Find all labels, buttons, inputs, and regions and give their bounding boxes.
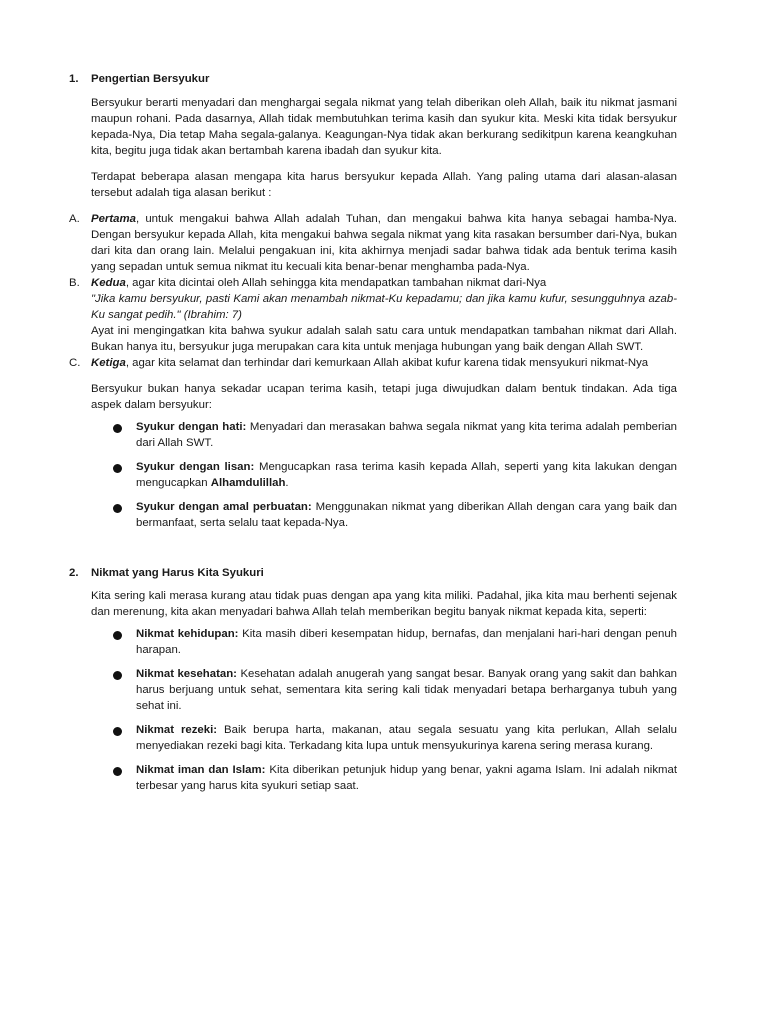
list-item	[91, 666, 677, 714]
item-term: Nikmat iman dan Islam:	[136, 764, 266, 776]
item-term: Nikmat rezeki:	[136, 724, 218, 736]
item-term: Syukur dengan lisan:	[136, 461, 255, 473]
paragraph: Bersyukur bukan hanya sekadar ucapan terima kasih, tetapi juga diwujudkan dalam bentuk tindakan. Ada tiga aspek dalam bersyukur:	[91, 383, 677, 411]
reason-explanation: Ayat ini mengingatkan kita bahwa syukur adalah salah satu cara untuk mendapatkan tambahan nikmat dari Allah. Bukan hanya itu, bersyukur juga merupakan cara kita untuk menjaga hubungan yang baik dengan Allah SWT.	[91, 325, 677, 353]
reason-item	[69, 355, 677, 371]
list-label: A.	[69, 213, 80, 225]
reason-body: , agar kita dicintai oleh Allah sehingga kita mendapatkan tambahan nikmat dari-Nya	[125, 277, 547, 289]
reason-text	[91, 355, 677, 371]
item-text: Kesehatan adalah anugerah yang sangat besar. Banyak orang yang sakit dan bahkan harus berjuang untuk sehat, sementara kita sering kali tidak menyadari betapa berharganya tubuh yang sehat ini.	[136, 668, 677, 712]
list-item	[91, 762, 677, 794]
list-item	[91, 459, 677, 491]
list-item	[91, 499, 677, 531]
section-1-number: 1.	[69, 73, 79, 85]
reason-item	[69, 275, 677, 355]
list-label: C.	[69, 357, 81, 369]
bullet-icon	[113, 671, 122, 680]
bullet-icon	[113, 727, 122, 736]
reason-item	[69, 211, 677, 275]
reason-term: Kedua	[91, 277, 126, 289]
reason-body: , agar kita selamat dan terhindar dari kemurkaan Allah akibat kufur karena tidak mensyukuri nikmat-Nya	[125, 357, 649, 369]
paragraph: Kita sering kali merasa kurang atau tidak puas dengan apa yang kita miliki. Padahal, jika kita mau berhenti sejenak dan merenung, kita akan menyadari bahwa Allah telah memberikan begitu banyak nikmat kepada kita, seperti:	[91, 590, 677, 618]
item-end: .	[285, 477, 289, 489]
item-text: Kita diberikan petunjuk hidup yang benar, yakni agama Islam. Ini adalah nikmat terbesar yang harus kita syukuri setiap saat.	[136, 764, 678, 792]
item-text: Menggunakan nikmat yang diberikan Allah dengan cara yang baik dan bermanfaat, serta selalu taat kepada-Nya.	[136, 501, 677, 529]
section-1-body	[69, 95, 677, 539]
list-item	[91, 722, 677, 754]
bullet-icon	[113, 631, 122, 640]
section-2-number: 2.	[69, 567, 79, 579]
item-emphasis: Alhamdulillah	[210, 477, 286, 489]
list-item	[91, 626, 677, 658]
section-1-heading	[69, 71, 209, 87]
paragraph: Bersyukur berarti menyadari dan menghargai segala nikmat yang telah diberikan oleh Allah, baik itu nikmat jasmani maupun rohani. Pada dasarnya, Allah tidak membutuhkan terima kasih dan syukur kita. Meski kita tidak bersyukur kepada-Nya, Dia tetap Maha segala-galanya. Keagungan-Nya tidak akan berkurang sedikitpun karena keangkuhan kita, begitu juga tidak akan bertambah karena ibadah dan syukur kita.	[91, 97, 677, 157]
aspects-list	[91, 419, 677, 531]
item-text: Menyadari dan merasakan bahwa segala nikmat yang kita terima adalah pemberian dari Allah SWT.	[136, 421, 677, 449]
reason-body: , untuk mengakui bahwa Allah adalah Tuhan, dan mengakui bahwa kita hanya sebagai hamba-Nya. Dengan bersyukur kepada Allah, kita mengakui bahwa segala nikmat yang kita rasakan bersumber dari-Nya, bukan dari kita dan orang lain. Melalui pengakuan ini, kita akhirnya menjadi sadar bahwa tidak ada bentuk terima kasih yang sepadan untuk semua nikmat itu kecuali kita benar-benar menghamba pada-Nya.	[91, 213, 677, 273]
reasons-list	[69, 211, 677, 371]
bullet-icon	[113, 464, 122, 473]
item-term: Nikmat kesehatan:	[136, 668, 237, 680]
bullet-icon	[113, 767, 122, 776]
reason-text	[91, 275, 677, 291]
quran-quote: "Jika kamu bersyukur, pasti Kami akan menambah nikmat-Ku kepadamu; dan jika kamu kufur, sesungguhnya azab-Ku sangat pedih." (Ibrahim: 7)	[91, 293, 677, 321]
blessings-list	[91, 626, 677, 794]
section-2-title: Nikmat yang Harus Kita Syukuri	[91, 567, 264, 579]
list-label: B.	[69, 277, 80, 289]
item-text: Mengucapkan rasa terima kasih kepada Allah, seperti yang kita lakukan dengan mengucapkan	[136, 461, 677, 489]
item-term: Syukur dengan hati:	[136, 421, 247, 433]
item-text: Baik berupa harta, makanan, atau segala sesuatu yang kita perlukan, Allah selalu menyediakan rezeki bagi kita. Terkadang kita lupa untuk mensyukurinya karena sering merasa kurang.	[136, 724, 677, 752]
section-1-title: Pengertian Bersyukur	[91, 73, 210, 85]
item-text: Kita masih diberi kesempatan hidup, bernafas, dan menjalani hari-hari dengan penuh harapan.	[136, 628, 677, 656]
reason-term: Ketiga	[91, 357, 126, 369]
section-2-body	[91, 588, 677, 802]
list-item	[91, 419, 677, 451]
reason-text	[91, 211, 677, 275]
section-2-heading	[69, 565, 264, 581]
bullet-icon	[113, 504, 122, 513]
item-term: Syukur dengan amal perbuatan:	[136, 501, 312, 513]
item-term: Nikmat kehidupan:	[136, 628, 239, 640]
bullet-icon	[113, 424, 122, 433]
reason-term: Pertama	[91, 213, 136, 225]
paragraph: Terdapat beberapa alasan mengapa kita harus bersyukur kepada Allah. Yang paling utama dari alasan-alasan tersebut adalah tiga alasan berikut :	[91, 171, 677, 199]
